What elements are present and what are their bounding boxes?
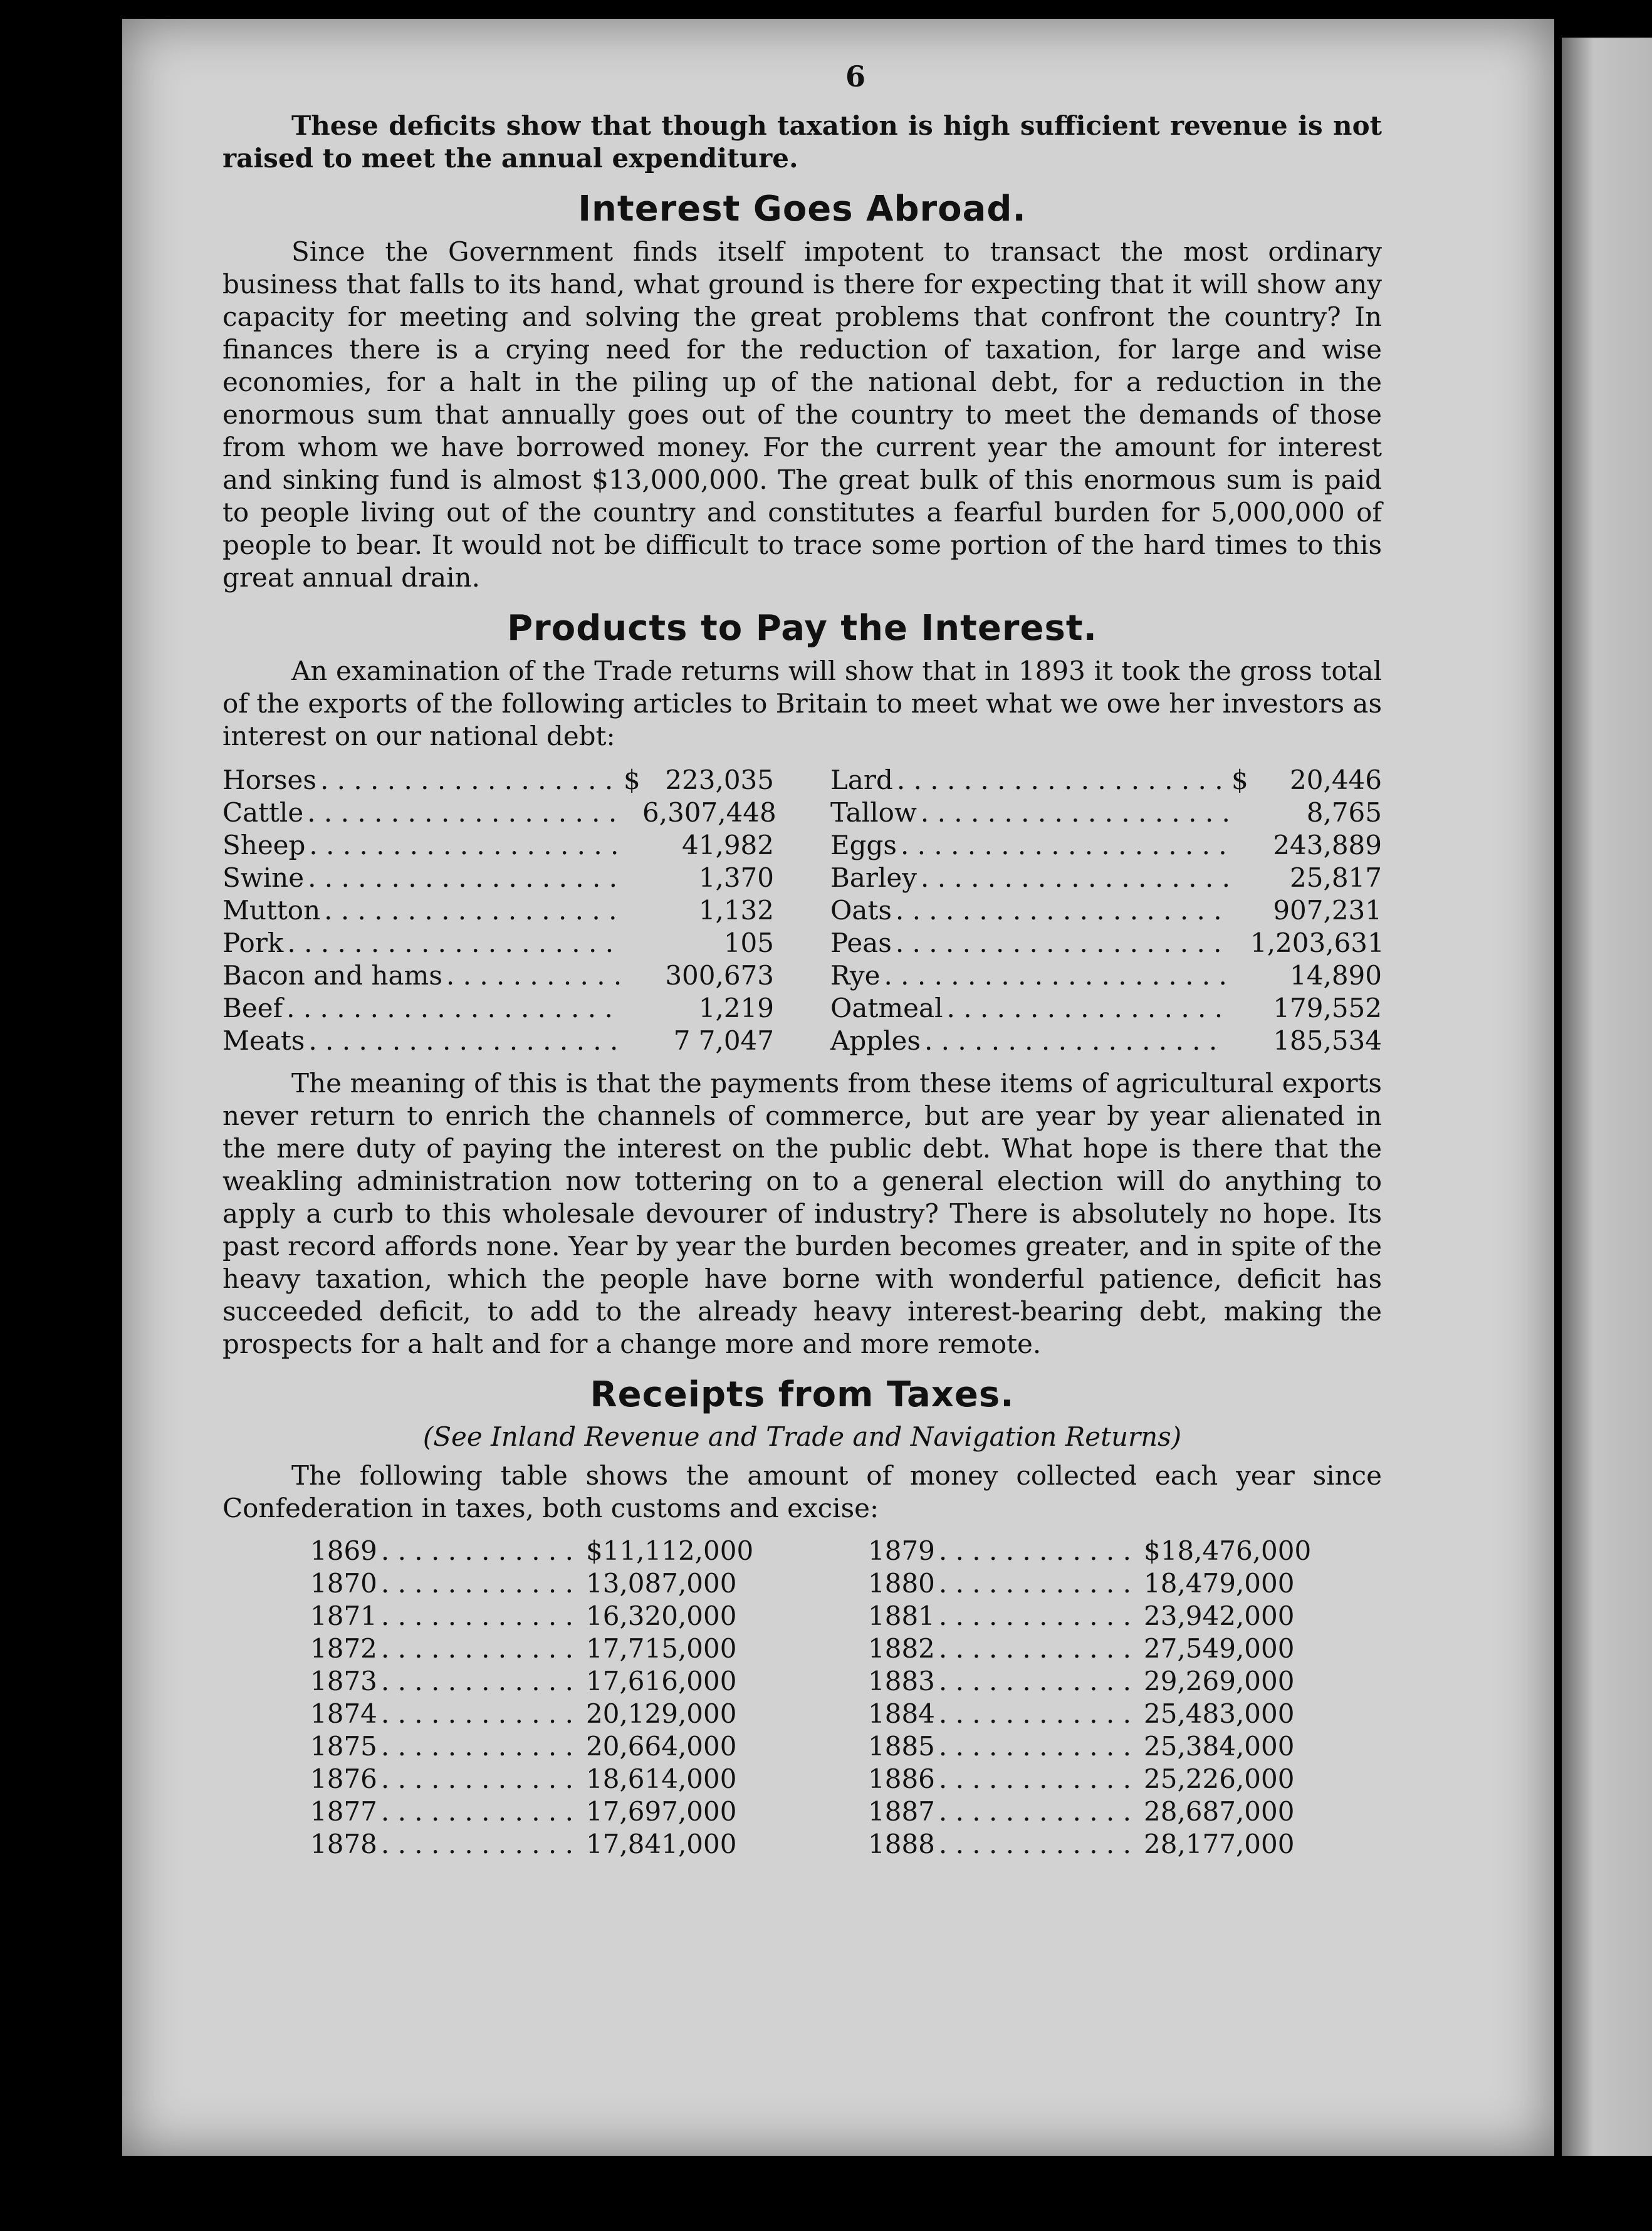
tax-year: 1873 bbox=[310, 1666, 377, 1696]
export-row bbox=[222, 992, 774, 1025]
tax-year: 1887 bbox=[868, 1796, 935, 1827]
exports-left-column bbox=[222, 764, 774, 1057]
tax-year: 1870 bbox=[310, 1568, 377, 1599]
leader-dots bbox=[921, 862, 1228, 894]
tax-year: 1884 bbox=[868, 1698, 935, 1729]
export-item: Swine bbox=[222, 862, 305, 893]
leader-dots bbox=[897, 764, 1228, 797]
leader-dots bbox=[286, 992, 620, 1025]
section-title-receipts: Receipts from Taxes. bbox=[590, 1374, 1015, 1415]
exports-right-column bbox=[830, 764, 1382, 1057]
export-value: 1,132 bbox=[698, 895, 774, 926]
leader-dots bbox=[381, 1763, 582, 1795]
tax-amount: 17,697,000 bbox=[586, 1796, 737, 1827]
meaning-paragraph: The meaning of this is that the payments from these items of agricultural exports never return to enrich the channels of commerce, but are year by year alienated in the mere duty of paying the interest on the public debt. What hope is there that the weakling administration now tottering on to a general election will do anything to apply a curb to this wholesale devourer of industry? There is absolutely no hope. Its past record affords none. Year by year the burden becomes greater, and in spite of the heavy taxation, which the people have borne with wonderful patience, deficit has succeeded deficit, to add to the already heavy interest-bearing debt, making the prospects for a halt and for a change more and more remote. bbox=[222, 1068, 1382, 1359]
tax-year: 1883 bbox=[868, 1666, 935, 1696]
tax-amount: 28,687,000 bbox=[1144, 1796, 1295, 1827]
export-item: Oats bbox=[830, 895, 892, 926]
export-value: 185,534 bbox=[1273, 1025, 1382, 1056]
section-subtitle-receipts: (See Inland Revenue and Trade and Navigation Returns) bbox=[422, 1421, 1182, 1452]
leader-dots bbox=[896, 894, 1228, 927]
export-row bbox=[222, 894, 774, 927]
tax-amount: 20,664,000 bbox=[586, 1731, 737, 1762]
page-number: 6 bbox=[845, 60, 865, 93]
export-item: Rye bbox=[830, 960, 881, 991]
leader-dots bbox=[309, 829, 620, 862]
tax-amount: 20,129,000 bbox=[586, 1698, 737, 1729]
export-item: Pork bbox=[222, 927, 284, 958]
tax-amount: 18,479,000 bbox=[1144, 1568, 1295, 1599]
leader-dots bbox=[381, 1665, 582, 1698]
export-item: Beef bbox=[222, 993, 283, 1023]
tax-amount: 28,177,000 bbox=[1144, 1829, 1295, 1859]
tax-year: 1881 bbox=[868, 1601, 935, 1631]
tax-row bbox=[868, 1730, 1307, 1763]
tax-year: 1876 bbox=[310, 1763, 377, 1794]
export-row bbox=[222, 959, 774, 992]
tax-year: 1885 bbox=[868, 1731, 935, 1762]
leader-dots bbox=[939, 1795, 1140, 1828]
tax-amount: 25,226,000 bbox=[1144, 1763, 1295, 1794]
tax-amount: 29,269,000 bbox=[1144, 1666, 1295, 1696]
tax-amount: 17,841,000 bbox=[586, 1829, 737, 1859]
leader-dots bbox=[884, 959, 1228, 992]
export-row bbox=[830, 894, 1382, 927]
leader-dots bbox=[921, 797, 1228, 829]
tax-row bbox=[310, 1567, 749, 1600]
leader-dots bbox=[939, 1567, 1140, 1600]
leader-dots bbox=[287, 927, 620, 959]
export-row bbox=[222, 797, 774, 829]
export-value: 243,889 bbox=[1273, 830, 1382, 860]
tax-amount: 16,320,000 bbox=[586, 1601, 737, 1631]
intro-paragraph: These deficits show that though taxation is high sufficient revenue is not raised to meet the annual expenditure. bbox=[222, 110, 1382, 174]
export-row bbox=[830, 927, 1382, 959]
tax-year: 1869 bbox=[310, 1535, 377, 1566]
export-row bbox=[830, 829, 1382, 862]
export-value: 1,203,631 bbox=[1250, 927, 1384, 958]
export-row bbox=[830, 862, 1382, 894]
export-row bbox=[830, 764, 1382, 797]
tax-receipts-table bbox=[222, 1535, 1382, 1861]
export-item: Oatmeal bbox=[830, 993, 943, 1023]
tax-right-column bbox=[868, 1535, 1312, 1861]
section-title-interest: Interest Goes Abroad. bbox=[578, 189, 1027, 229]
leader-dots bbox=[896, 927, 1228, 959]
leader-dots bbox=[308, 862, 620, 894]
export-item: Lard bbox=[830, 765, 893, 795]
tax-row bbox=[310, 1600, 749, 1633]
tax-row bbox=[868, 1763, 1307, 1795]
tax-row bbox=[310, 1763, 749, 1795]
tax-year: 1888 bbox=[868, 1829, 935, 1859]
tax-row bbox=[868, 1828, 1307, 1861]
leader-dots bbox=[381, 1535, 582, 1567]
export-item: Sheep bbox=[222, 830, 306, 860]
leader-dots bbox=[308, 1025, 620, 1057]
export-item: Horses bbox=[222, 765, 316, 795]
page-content bbox=[222, 60, 1382, 1861]
export-value: 223,035 bbox=[665, 765, 774, 795]
leader-dots bbox=[381, 1828, 582, 1861]
leader-dots bbox=[939, 1828, 1140, 1861]
export-value: 300,673 bbox=[665, 960, 774, 991]
export-item: Apples bbox=[830, 1025, 921, 1056]
tax-row bbox=[310, 1698, 749, 1730]
tax-year: 1875 bbox=[310, 1731, 377, 1762]
tax-amount: 23,942,000 bbox=[1144, 1601, 1295, 1631]
tax-row bbox=[868, 1600, 1307, 1633]
export-value: 1,370 bbox=[698, 862, 774, 893]
tax-amount: 13,087,000 bbox=[586, 1568, 737, 1599]
document-page bbox=[122, 19, 1554, 2156]
leader-dots bbox=[939, 1633, 1140, 1665]
products-intro: An examination of the Trade returns will show that in 1893 it took the gross total of the exports of the following articles to Britain to meet what we owe her investors as interest on our national debt: bbox=[222, 656, 1382, 751]
tax-row bbox=[310, 1665, 749, 1698]
export-value: 907,231 bbox=[1273, 895, 1382, 926]
tax-row bbox=[868, 1567, 1307, 1600]
export-row bbox=[830, 992, 1382, 1025]
tax-row bbox=[868, 1795, 1307, 1828]
export-row bbox=[222, 829, 774, 862]
export-item: Bacon and hams bbox=[222, 960, 442, 991]
export-item: Peas bbox=[830, 927, 892, 958]
export-row bbox=[222, 862, 774, 894]
tax-row bbox=[868, 1698, 1307, 1730]
leader-dots bbox=[446, 959, 620, 992]
leader-dots bbox=[307, 797, 620, 829]
export-row bbox=[830, 959, 1382, 992]
tax-row bbox=[868, 1633, 1307, 1665]
tax-row bbox=[310, 1828, 749, 1861]
export-value: 8,765 bbox=[1306, 797, 1382, 828]
leader-dots bbox=[939, 1535, 1140, 1567]
adjacent-page-edge bbox=[1562, 38, 1652, 2156]
export-row bbox=[830, 1025, 1382, 1057]
tax-row bbox=[868, 1665, 1307, 1698]
export-row bbox=[222, 764, 774, 797]
tax-row bbox=[310, 1795, 749, 1828]
leader-dots bbox=[939, 1763, 1140, 1795]
leader-dots bbox=[939, 1665, 1140, 1698]
tax-row bbox=[310, 1535, 754, 1567]
export-item: Barley bbox=[830, 862, 917, 893]
export-item: Meats bbox=[222, 1025, 305, 1056]
tax-row bbox=[310, 1633, 749, 1665]
receipts-intro: The following table shows the amount of money collected each year since Confederation in taxes, both customs and excise: bbox=[222, 1460, 1382, 1523]
tax-row bbox=[310, 1730, 749, 1763]
tax-year: 1886 bbox=[868, 1763, 935, 1794]
tax-amount: 17,715,000 bbox=[586, 1633, 737, 1664]
currency-sign: $ bbox=[624, 765, 640, 795]
tax-amount: 17,616,000 bbox=[586, 1666, 737, 1696]
tax-year: 1874 bbox=[310, 1698, 377, 1729]
leader-dots bbox=[381, 1567, 582, 1600]
tax-amount: 18,614,000 bbox=[586, 1763, 737, 1794]
export-value: 20,446 bbox=[1290, 765, 1382, 795]
export-item: Mutton bbox=[222, 895, 321, 926]
tax-year: 1882 bbox=[868, 1633, 935, 1664]
leader-dots bbox=[901, 829, 1228, 862]
exports-table bbox=[222, 764, 1382, 1057]
tax-amount: 25,483,000 bbox=[1144, 1698, 1295, 1729]
export-value: 1,219 bbox=[698, 993, 774, 1023]
interest-paragraph: Since the Government finds itself impotent to transact the most ordinary business that falls to its hand, what ground is there for expecting that it will show any capacity for meeting and solving the great problems that confront the country? In finances there is a crying need for the reduction of taxation, for large and wise economies, for a halt in the piling up of the national debt, for a reduction in the enormous sum that annually goes out of the country to meet the demands of those from whom we have borrowed money. For the current year the amount for interest and sinking fund is almost $13,000,000. The great bulk of this enormous sum is paid to people living out of the country and constitutes a fearful burden for 5,000,000 of people to bear. It would not be difficult to trace some portion of the hard times to this great annual drain. bbox=[222, 236, 1382, 593]
tax-amount: $11,112,000 bbox=[586, 1535, 754, 1566]
section-title-products: Products to Pay the Interest. bbox=[507, 608, 1097, 649]
leader-dots bbox=[381, 1795, 582, 1828]
leader-dots bbox=[947, 992, 1228, 1025]
export-row bbox=[222, 1025, 774, 1057]
export-value: 25,817 bbox=[1290, 862, 1382, 893]
tax-left-column bbox=[310, 1535, 754, 1861]
export-value: 7 7,047 bbox=[673, 1025, 774, 1056]
tax-amount: 27,549,000 bbox=[1144, 1633, 1295, 1664]
export-row bbox=[222, 927, 774, 959]
tax-year: 1871 bbox=[310, 1601, 377, 1631]
tax-year: 1880 bbox=[868, 1568, 935, 1599]
leader-dots bbox=[381, 1633, 582, 1665]
export-value: 14,890 bbox=[1290, 960, 1382, 991]
export-value: 6,307,448 bbox=[642, 797, 776, 828]
export-row bbox=[830, 797, 1382, 829]
tax-row bbox=[868, 1535, 1312, 1567]
export-value: 105 bbox=[723, 927, 774, 958]
leader-dots bbox=[381, 1698, 582, 1730]
leader-dots bbox=[324, 894, 620, 927]
tax-year: 1877 bbox=[310, 1796, 377, 1827]
leader-dots bbox=[924, 1025, 1228, 1057]
tax-year: 1879 bbox=[868, 1535, 935, 1566]
leader-dots bbox=[381, 1600, 582, 1633]
leader-dots bbox=[381, 1730, 582, 1763]
leader-dots bbox=[939, 1600, 1140, 1633]
tax-year: 1878 bbox=[310, 1829, 377, 1859]
leader-dots bbox=[939, 1698, 1140, 1730]
export-item: Eggs bbox=[830, 830, 897, 860]
leader-dots bbox=[939, 1730, 1140, 1763]
export-value: 179,552 bbox=[1273, 993, 1382, 1023]
export-item: Cattle bbox=[222, 797, 304, 828]
tax-amount: 25,384,000 bbox=[1144, 1731, 1295, 1762]
export-item: Tallow bbox=[830, 797, 917, 828]
leader-dots bbox=[320, 764, 620, 797]
tax-year: 1872 bbox=[310, 1633, 377, 1664]
export-value: 41,982 bbox=[682, 830, 774, 860]
tax-amount: $18,476,000 bbox=[1144, 1535, 1312, 1566]
currency-sign: $ bbox=[1231, 765, 1248, 795]
